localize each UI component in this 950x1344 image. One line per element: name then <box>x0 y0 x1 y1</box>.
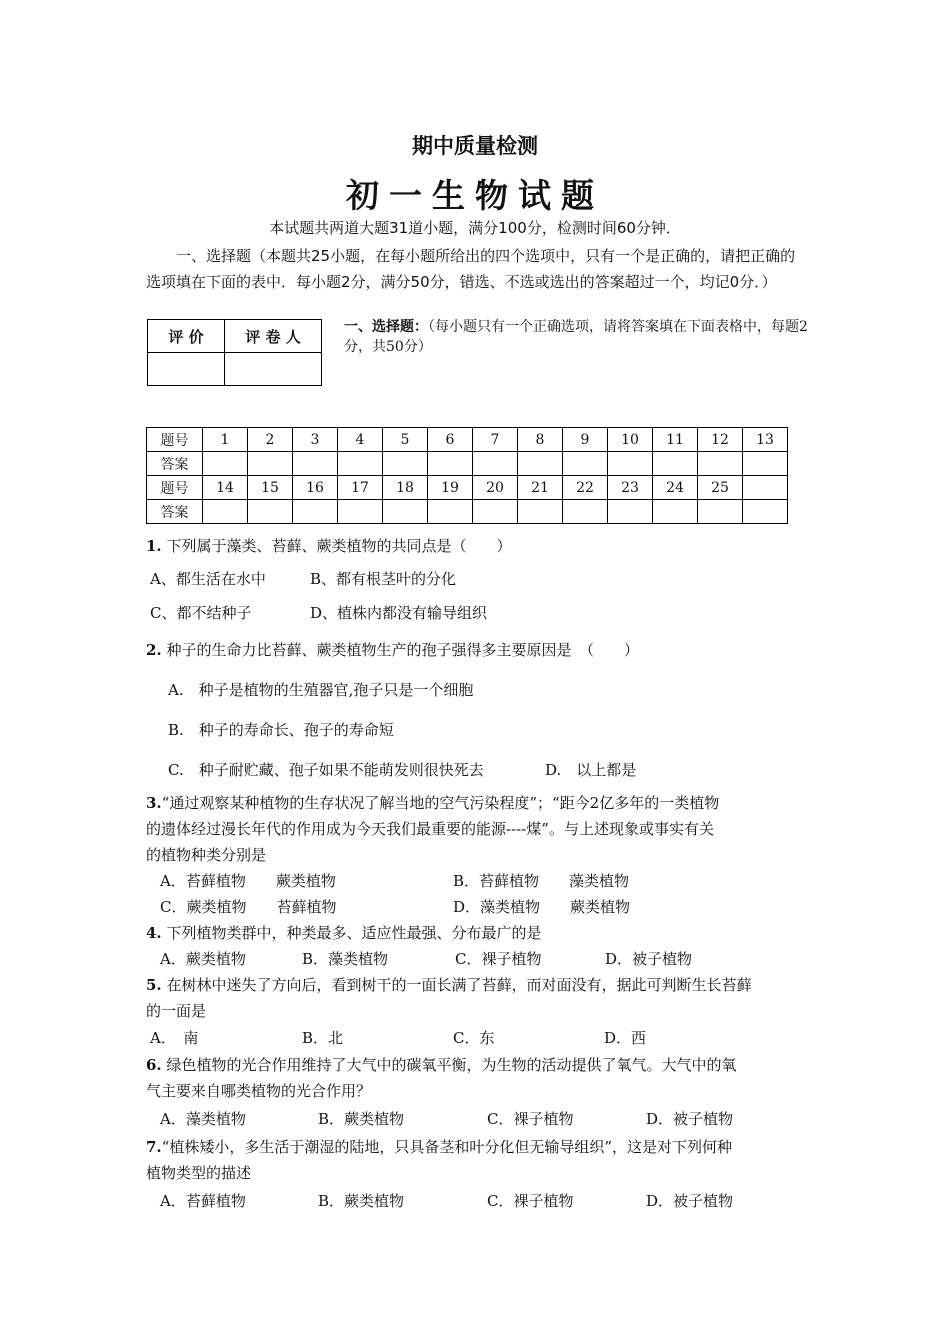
question-text: 在树林中迷失了方向后，看到树干的一面长满了苔藓，而对面没有，据此可判断生长苔藓 <box>166 976 752 994</box>
option-c: C．裸子植物 <box>487 1192 574 1210</box>
question-text: 的遗体经过漫长年代的作用成为今天我们最重要的能源----煤”。与上述现象或事实有关 <box>146 820 714 838</box>
table-row <box>147 500 788 524</box>
table-row <box>147 476 788 500</box>
option-d: D．西 <box>604 1029 647 1047</box>
answer-cell[interactable] <box>293 452 338 476</box>
section-heading <box>344 317 812 357</box>
table-row <box>147 428 788 452</box>
question-number: 6. <box>146 1056 162 1074</box>
question-number: 7. <box>146 1138 162 1156</box>
option-d: D. 以上都是 <box>545 761 637 779</box>
option-d: D．被子植物 <box>605 950 693 968</box>
option-a: A．苔藓植物 <box>160 1192 246 1210</box>
question-number: 22 <box>563 476 608 500</box>
table-row <box>147 452 788 476</box>
grade-box <box>147 319 322 386</box>
option-b: B. 种子的寿命长、孢子的寿命短 <box>168 721 394 739</box>
page-title: 期中质量检测 <box>412 133 538 158</box>
answer-cell[interactable] <box>518 500 563 524</box>
answer-table <box>146 427 788 524</box>
question-text: 绿色植物的光合作用维持了大气中的碳氧平衡，为生物的活动提供了氧气。大气中的氧 <box>166 1056 737 1074</box>
option-b: B．北 <box>302 1029 344 1047</box>
question-7 <box>146 1134 732 1160</box>
question-number: 5 <box>383 428 428 452</box>
option-a: A. 种子是植物的生殖器官,孢子只是一个细胞 <box>168 681 474 699</box>
question-number: 2. <box>146 641 162 659</box>
option-c: C．东 <box>453 1029 495 1047</box>
question-number: 24 <box>653 476 698 500</box>
answer-cell[interactable] <box>698 452 743 476</box>
question-number: 3. <box>146 794 162 812</box>
question-number: 17 <box>338 476 383 500</box>
exam-subtitle: 本试题共两道大题31道小题，满分100分，检测时间60分钟． <box>269 219 681 237</box>
section-label: 一、选择题： <box>344 319 428 335</box>
option-d: D．被子植物 <box>646 1192 734 1210</box>
row-label: 题号 <box>147 476 203 500</box>
answer-cell[interactable] <box>338 452 383 476</box>
question-number: 19 <box>428 476 473 500</box>
question-5 <box>146 972 751 998</box>
question-4 <box>146 920 541 946</box>
answer-cell[interactable] <box>518 452 563 476</box>
option-c: C．裸子植物 <box>455 950 542 968</box>
question-number: 3 <box>293 428 338 452</box>
question-number: 5. <box>146 976 162 994</box>
question-number: 10 <box>608 428 653 452</box>
row-label: 题号 <box>147 428 203 452</box>
answer-cell[interactable] <box>608 500 653 524</box>
question-number: 25 <box>698 476 743 500</box>
question-number <box>743 476 788 500</box>
option-c: C. 种子耐贮藏、孢子如果不能萌发则很快死去 <box>168 761 484 779</box>
question-6 <box>146 1052 736 1078</box>
answer-cell[interactable] <box>428 500 473 524</box>
answer-cell[interactable] <box>248 452 293 476</box>
option-c: C．蕨类植物 苔藓植物 <box>160 898 337 916</box>
option-b: B．蕨类植物 <box>318 1192 405 1210</box>
section-text: （每小题只有一个正确选项，请将答案填在下面表格中，每题2分，共50分） <box>344 319 808 355</box>
answer-cell[interactable] <box>203 452 248 476</box>
option-a: A、都生活在水中 <box>150 570 266 588</box>
answer-cell[interactable] <box>338 500 383 524</box>
question-number: 23 <box>608 476 653 500</box>
option-c: C、都不结种子 <box>150 604 252 622</box>
question-number: 1. <box>146 537 162 555</box>
answer-cell[interactable] <box>428 452 473 476</box>
question-text: 下列属于藻类、苔藓、蕨类植物的共同点是（ ） <box>166 537 512 555</box>
option-b: B．苔藓植物 藻类植物 <box>453 872 630 890</box>
question-text: “植株矮小，多生活于潮湿的陆地，只具备茎和叶分化但无输导组织”，这是对下列何种 <box>161 1138 733 1156</box>
grader-label: 评 卷 人 <box>225 320 322 353</box>
question-number: 13 <box>743 428 788 452</box>
question-2 <box>146 637 639 663</box>
question-text: 下列植物类群中，种类最多、适应性最强、分布最广的是 <box>166 924 542 942</box>
answer-cell[interactable] <box>698 500 743 524</box>
question-text: “通过观察某种植物的生存状况了解当地的空气污染程度”；“距今2亿多年的一类植物 <box>161 794 720 812</box>
question-number: 18 <box>383 476 428 500</box>
question-3 <box>146 790 719 816</box>
question-number: 1 <box>203 428 248 452</box>
answer-cell[interactable] <box>563 500 608 524</box>
option-c: C．裸子植物 <box>487 1110 574 1128</box>
grade-input[interactable] <box>148 353 225 386</box>
answer-cell[interactable] <box>563 452 608 476</box>
option-a: A． 南 <box>150 1029 199 1047</box>
option-b: B．蕨类植物 <box>318 1110 405 1128</box>
question-1 <box>146 533 511 559</box>
question-number: 8 <box>518 428 563 452</box>
question-number: 4 <box>338 428 383 452</box>
grader-input[interactable] <box>225 353 322 386</box>
exam-title: 初一生物试题 <box>346 176 604 215</box>
question-number: 2 <box>248 428 293 452</box>
option-a: A．蕨类植物 <box>160 950 246 968</box>
question-text: 的植物种类分别是 <box>146 846 267 864</box>
answer-cell[interactable] <box>743 500 788 524</box>
option-d: D．被子植物 <box>646 1110 734 1128</box>
answer-cell[interactable] <box>608 452 653 476</box>
answer-cell[interactable] <box>653 452 698 476</box>
question-number: 4. <box>146 924 162 942</box>
question-number: 21 <box>518 476 563 500</box>
option-a: A．苔藓植物 蕨类植物 <box>160 872 336 890</box>
option-b: B、都有根茎叶的分化 <box>310 570 457 588</box>
option-a: A．藻类植物 <box>160 1110 246 1128</box>
question-number: 12 <box>698 428 743 452</box>
answer-cell[interactable] <box>203 500 248 524</box>
question-number: 11 <box>653 428 698 452</box>
option-b: B．藻类植物 <box>302 950 389 968</box>
answer-label: 答案 <box>147 452 203 476</box>
question-number: 14 <box>203 476 248 500</box>
answer-cell[interactable] <box>473 452 518 476</box>
answer-cell[interactable] <box>383 500 428 524</box>
question-number: 20 <box>473 476 518 500</box>
answer-cell[interactable] <box>743 452 788 476</box>
grade-label: 评 价 <box>148 320 225 353</box>
answer-label: 答案 <box>147 500 203 524</box>
option-d: D．藻类植物 蕨类植物 <box>453 898 631 916</box>
question-text: 植物类型的描述 <box>146 1164 252 1182</box>
question-number: 16 <box>293 476 338 500</box>
answer-cell[interactable] <box>653 500 698 524</box>
question-text: 气主要来自哪类植物的光合作用？ <box>146 1082 372 1100</box>
answer-cell[interactable] <box>248 500 293 524</box>
answer-cell[interactable] <box>473 500 518 524</box>
answer-cell[interactable] <box>383 452 428 476</box>
question-number: 7 <box>473 428 518 452</box>
question-text: 种子的生命力比苔藓、蕨类植物生产的孢子强得多主要原因是 （ ） <box>166 641 639 659</box>
option-d: D、植株内都没有输导组织 <box>310 604 488 622</box>
answer-cell[interactable] <box>293 500 338 524</box>
question-number: 15 <box>248 476 293 500</box>
question-number: 9 <box>563 428 608 452</box>
question-number: 6 <box>428 428 473 452</box>
section-intro: 一、选择题（本题共25小题，在每小题所给出的四个选项中，只有一个是正确的，请把正确的选项填在下面的表中．每小题2分，满分50分，错选、不选或选出的答案超过一个，均记0分．） <box>146 247 796 291</box>
question-text: 的一面是 <box>146 1002 207 1020</box>
